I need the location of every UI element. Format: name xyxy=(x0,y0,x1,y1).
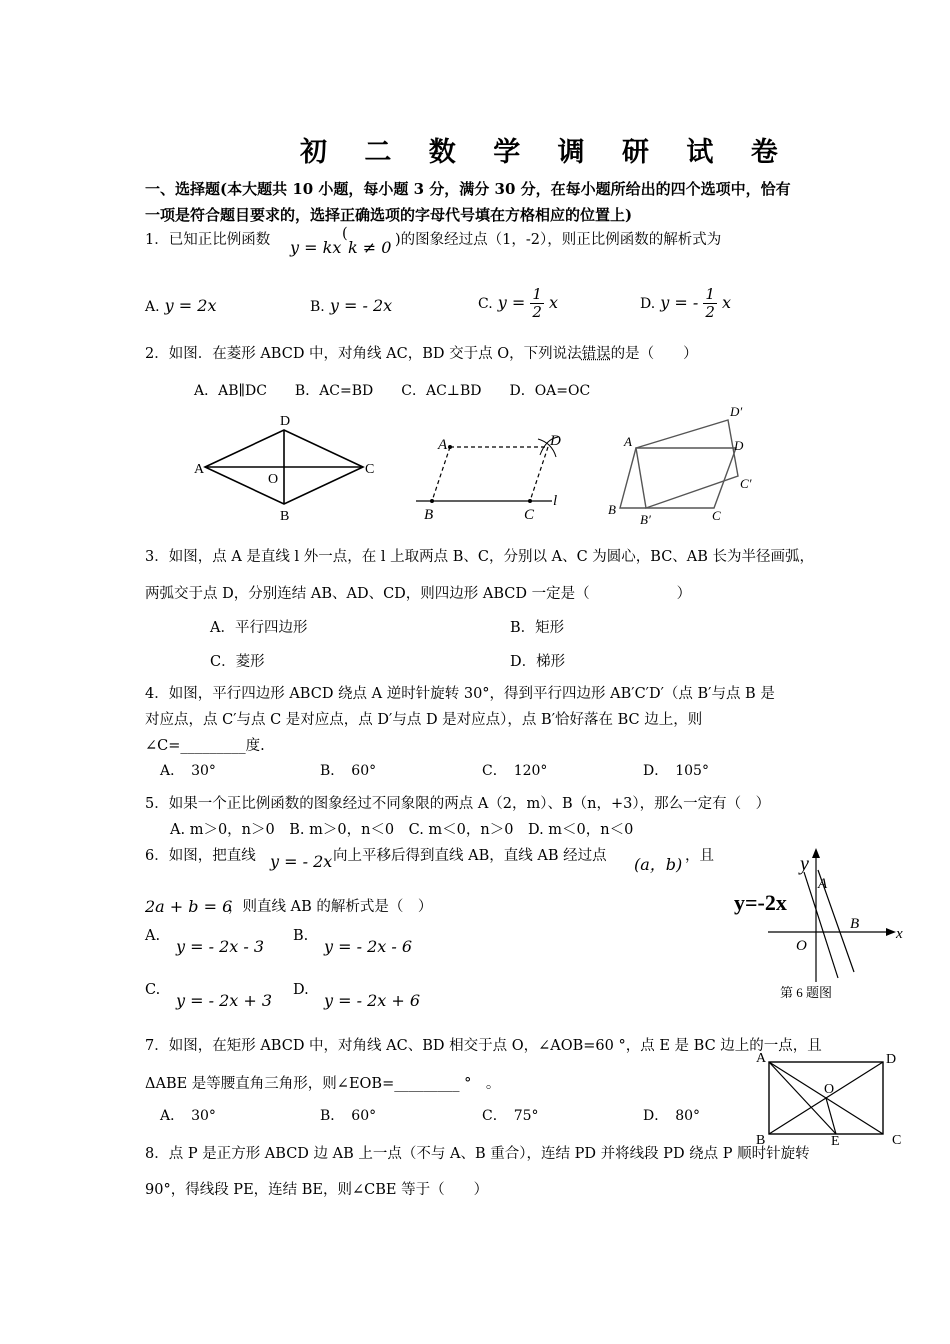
x-axis-arrow xyxy=(886,928,896,936)
figure-caption: 第 6 题图 xyxy=(780,985,833,1000)
q6-option-a: y = - 2x - 3 xyxy=(176,937,265,956)
label-l: l xyxy=(553,493,558,509)
label-b: B xyxy=(608,502,616,517)
q1-stem xyxy=(145,228,270,249)
q6-graph-figure xyxy=(728,842,908,1004)
q3-option-d: D．梯形 xyxy=(510,654,566,670)
label-cprime: C′ xyxy=(740,476,752,491)
label-b: B xyxy=(424,507,434,523)
point-c xyxy=(528,499,532,503)
option-expr: y = 2x xyxy=(164,296,217,315)
fraction-den: 2 xyxy=(705,303,715,321)
q7-option-d: D． 80° xyxy=(643,1108,701,1124)
label-c: C xyxy=(892,1133,902,1148)
q7-option-c: C． 75° xyxy=(482,1108,539,1124)
section-heading-line1: 一、选择题(本大题共 10 小题，每小题 3 分，满分 30 分，在每小题所给出的四个选项中，恰有 xyxy=(145,180,791,198)
segment-ab xyxy=(432,447,450,501)
q6-stem-d: ，则直线 AB 的解析式是（ ） xyxy=(228,899,433,915)
label-a: A xyxy=(624,434,632,449)
q7-line2: ΔABE 是等腰直角三角形，则∠EOB=_________ ° 。 xyxy=(145,1076,501,1092)
q1-paren: ( xyxy=(342,226,348,242)
q1-option-a xyxy=(145,296,216,315)
q2-stem-end: 的是（ ） xyxy=(610,346,698,362)
axis-label-y: y xyxy=(800,853,809,875)
label-a: A xyxy=(194,462,205,477)
q1-function: y = kx xyxy=(290,238,342,257)
label-a: A xyxy=(818,876,828,892)
q6-function: y = - 2x xyxy=(270,852,333,871)
q3-option-a: A．平行四边形 xyxy=(210,620,308,636)
q4-line3: ∠C=_________度. xyxy=(145,738,265,754)
rotation-figure xyxy=(600,400,770,530)
fraction xyxy=(530,286,544,321)
option-label: B. xyxy=(310,299,325,315)
q3-option-b: B．矩形 xyxy=(510,620,565,636)
construction-figure xyxy=(410,425,580,525)
q7-option-a: A． 30° xyxy=(160,1108,216,1124)
label-dprime: D′ xyxy=(730,404,743,419)
q6-point: (a，b) xyxy=(634,855,683,874)
q4-option-d: D． 105° xyxy=(643,763,709,779)
axis-label-x: x xyxy=(896,926,903,942)
option-expr-post: x xyxy=(549,293,559,312)
option-label: A. xyxy=(145,299,160,315)
q5-line1: 5．如果一个正比例函数的图象经过不同象限的两点 A（2，m）、B（n，+3），那么一定有（ ） xyxy=(145,796,771,812)
segment-cd xyxy=(530,447,548,501)
q7-line1: 7．如图，在矩形 ABCD 中，对角线 AC、BD 相交于点 O，∠AOB=60 °，点 E 是 BC 边上的一点，且 xyxy=(145,1038,822,1054)
rectangle-figure xyxy=(752,1046,912,1156)
point-a xyxy=(448,445,452,449)
q1-condition: k ≠ 0 xyxy=(348,238,392,257)
label-d: D xyxy=(550,433,561,449)
q3-line1: 3．如图，点 A 是直线 l 外一点，在 l 上取两点 B、C，分别以 A、C 为圆心，BC、AB 长为半径画弧， xyxy=(145,549,815,565)
q8-line2: 90°，得线段 PE，连结 BE，则∠CBE 等于（ ） xyxy=(145,1182,489,1198)
label-o: O xyxy=(268,472,279,487)
q2-options: A．AB∥DC B．AC=BD C．AC⊥BD D．OA=OC xyxy=(194,383,591,399)
option-label: C. xyxy=(478,296,493,312)
q1-stem-a: 1．已知正比例函数 xyxy=(145,232,271,248)
q8-line1: 8．点 P 是正方形 ABCD 边 AB 上一点（不与 A、B 重合），连结 PD 并将线段 PD 绕点 P 顺时针旋转 xyxy=(145,1146,810,1162)
q6-stem-b: 向上平移后得到直线 AB，直线 AB 经过点 xyxy=(333,848,607,864)
q6-condition: 2a + b = 6 xyxy=(145,897,233,916)
fraction xyxy=(703,286,717,321)
label-bprime: B′ xyxy=(640,512,651,527)
fraction-num: 1 xyxy=(532,285,542,303)
q3-line2: 两弧交于点 D，分别连结 AB、AD、CD，则四边形 ABCD 一定是（ ） xyxy=(145,586,692,602)
q4-option-b: B． 60° xyxy=(320,763,377,779)
label-d: D xyxy=(886,1052,897,1067)
q6-option-c: y = - 2x + 3 xyxy=(176,991,273,1010)
q6-stem-a: 6．如图，把直线 xyxy=(145,848,256,864)
q6-option-b: y = - 2x - 6 xyxy=(324,937,413,956)
label-d: D xyxy=(280,414,291,429)
point-b xyxy=(430,499,434,503)
q6-option-d: y = - 2x + 6 xyxy=(324,991,421,1010)
label-b: B xyxy=(280,509,290,524)
label-c: C xyxy=(365,462,375,477)
label-b: B xyxy=(850,916,860,932)
q6-option-c-label: C. xyxy=(145,982,161,998)
q1-option-b xyxy=(310,296,392,315)
option-label: D. xyxy=(640,296,656,312)
option-expr-pre: y = - xyxy=(660,293,699,312)
label-c: C xyxy=(712,508,721,523)
section-heading-line2: 一项是符合题目要求的，选择正确选项的字母代号填在方格相应的位置上) xyxy=(145,206,633,224)
page-title: 初 二 数 学 调 研 试 卷 xyxy=(300,137,792,168)
q7-option-b: B． 60° xyxy=(320,1108,377,1124)
q6-option-a-label: A. xyxy=(145,928,161,944)
label-e: E xyxy=(831,1134,840,1149)
option-expr-pre: y = xyxy=(497,293,526,312)
q4-option-a: A． 30° xyxy=(160,763,216,779)
q1-option-c xyxy=(478,286,558,321)
label-a: A xyxy=(756,1051,767,1066)
label-b: B xyxy=(756,1133,766,1148)
q2-emphasis: 错误 xyxy=(581,346,611,362)
q2-stem xyxy=(145,342,698,363)
label-o: O xyxy=(796,938,807,954)
q4-line1: 4．如图，平行四边形 ABCD 绕点 A 逆时针旋转 30°，得到平行四边形 AB′C′D′（点 B′与点 B 是 xyxy=(145,686,775,702)
fraction-den: 2 xyxy=(532,303,542,321)
q2-stem-text: 2．如图．在菱形 ABCD 中，对角线 AC，BD 交于点 O，下列说法 xyxy=(145,346,582,362)
label-d: D xyxy=(734,438,744,453)
q4-option-c: C． 120° xyxy=(482,763,548,779)
label-o: O xyxy=(824,1082,835,1097)
rhombus-figure xyxy=(190,410,390,525)
q6-option-b-label: B. xyxy=(293,928,309,944)
function-label: y=-2x xyxy=(734,890,787,915)
q6-stem-c: ，且 xyxy=(685,848,714,864)
label-a: A xyxy=(438,437,448,453)
q4-line2: 对应点，点 C′与点 C 是对应点，点 D′与点 D 是对应点），点 B′恰好落在 BC 边上，则 xyxy=(145,712,703,728)
parallelogram-rotated xyxy=(636,420,738,508)
option-expr-post: x xyxy=(722,293,732,312)
q6-option-d-label: D. xyxy=(293,982,309,998)
q1-option-d xyxy=(640,286,731,321)
q1-stem-b: )的图象经过点（1，-2），则正比例函数的解析式为 xyxy=(395,232,722,248)
label-c: C xyxy=(524,507,535,523)
y-axis-arrow xyxy=(812,848,820,858)
q5-options: A. m＞0，n＞0 B. m＞0，n＜0 C. m＜0，n＞0 D. m＜0，n＜0 xyxy=(170,822,634,838)
q3-option-c: C．菱形 xyxy=(210,654,265,670)
option-expr: y = - 2x xyxy=(329,296,393,315)
fraction-num: 1 xyxy=(705,285,715,303)
